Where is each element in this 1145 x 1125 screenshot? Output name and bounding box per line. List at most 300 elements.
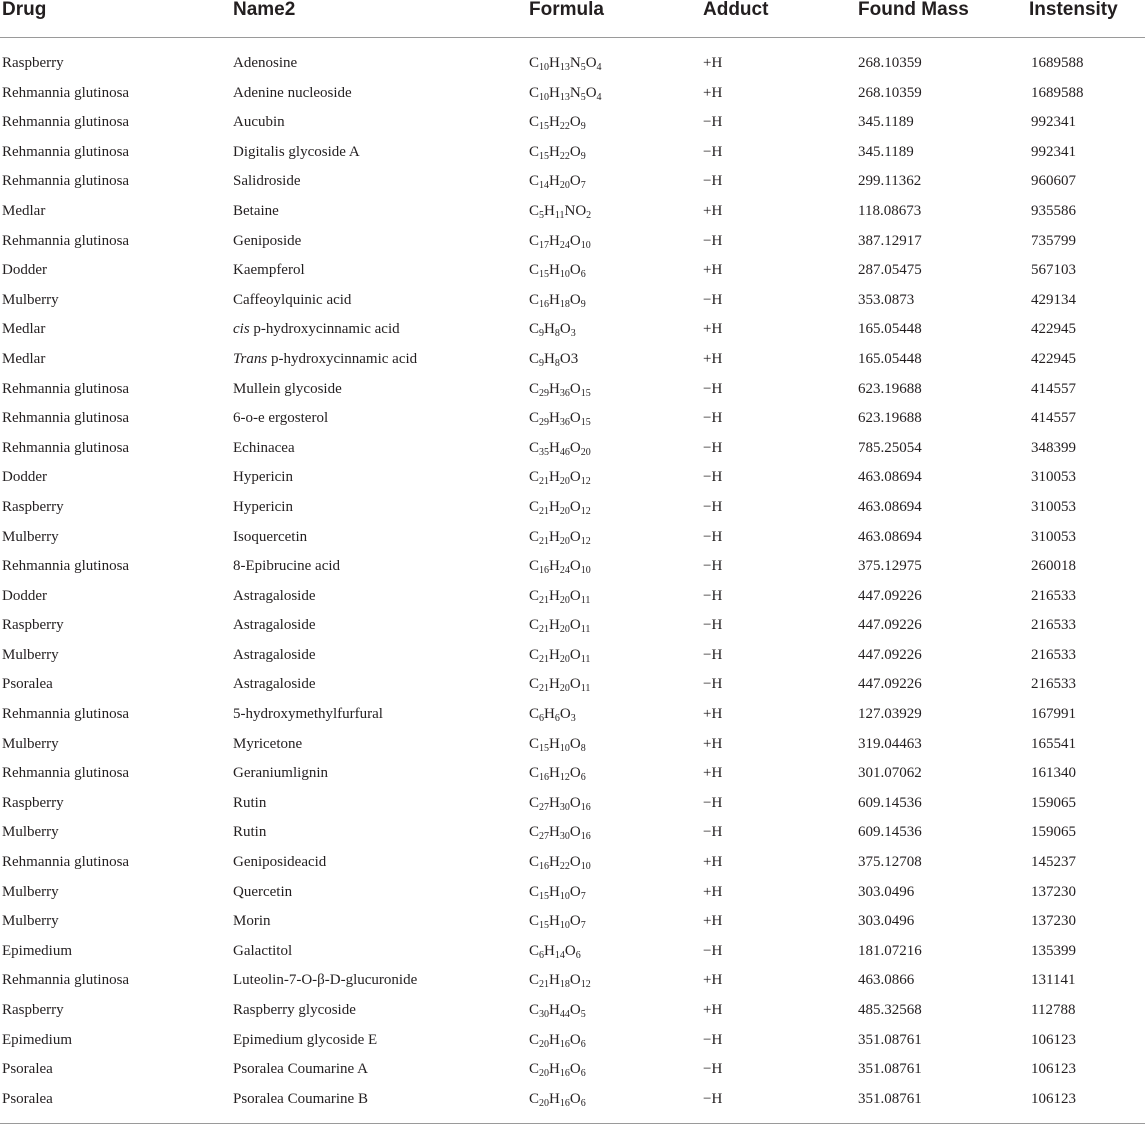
formula-element: C [529, 55, 540, 71]
formula-element: O [569, 114, 581, 131]
cell-found-mass: 447.09226 [858, 646, 922, 663]
formula-element: O [569, 735, 581, 752]
formula-subscript: 20 [559, 476, 570, 488]
formula-element: H [549, 143, 560, 160]
formula-subscript: 20 [559, 180, 570, 192]
cell-name2 [233, 735, 302, 753]
table-row [0, 109, 1145, 139]
cell-intensity: 960607 [1031, 173, 1076, 190]
cell-drug: Rehmannia glutinosa [2, 114, 130, 131]
table-row [0, 287, 1145, 317]
formula-element: O [564, 942, 576, 959]
cell-formula [529, 409, 591, 427]
cell-adduct: +H [703, 913, 723, 930]
formula-subscript: 10 [559, 742, 570, 754]
table-row [0, 168, 1145, 198]
formula-subscript: 20 [559, 683, 570, 695]
formula-element: O [585, 84, 597, 101]
cell-intensity: 167991 [1031, 706, 1076, 723]
cell-found-mass: 345.1189 [858, 143, 914, 160]
cell-formula [529, 232, 591, 250]
table-row [0, 997, 1145, 1027]
formula-subscript: 30 [539, 1009, 550, 1020]
cell-adduct: −H [703, 587, 723, 604]
table-row [0, 346, 1145, 376]
formula-element: O [569, 410, 581, 427]
formula-subscript: 6 [539, 713, 545, 725]
cell-name2 [233, 942, 292, 960]
formula-subscript: 6 [554, 713, 560, 725]
formula-element: C [529, 706, 540, 723]
cell-drug: Rehmannia glutinosa [2, 706, 130, 723]
cell-name2-text: Caffeoylquinic acid [233, 291, 352, 308]
formula-element: C [529, 558, 540, 575]
cell-formula [529, 942, 581, 960]
cell-name2-text: p-hydroxycinnamic acid [249, 321, 400, 338]
formula-element: O [569, 824, 581, 841]
table-row [0, 938, 1145, 968]
formula-element: O [569, 1090, 581, 1107]
cell-name2-text: Galactitol [233, 942, 293, 959]
cell-formula [529, 113, 586, 131]
cell-found-mass: 463.0866 [858, 972, 915, 989]
formula-element: O [569, 646, 581, 663]
table-row [0, 464, 1145, 494]
cell-name2-text: Geniposide [233, 232, 302, 249]
formula-subscript: 20 [559, 505, 570, 517]
cell-adduct: +H [703, 321, 723, 338]
formula-element: O [569, 232, 581, 249]
header-drug: Drug [2, 0, 47, 20]
formula-element: O [585, 55, 597, 71]
cell-drug: Mulberry [2, 824, 59, 841]
formula-element: NO [564, 202, 587, 219]
cell-adduct: −H [703, 676, 723, 693]
cell-found-mass: 165.05448 [858, 321, 922, 338]
table-row [0, 139, 1145, 169]
table-row [0, 80, 1145, 110]
cell-name2 [233, 646, 315, 664]
cell-drug: Mulberry [2, 528, 59, 545]
formula-subscript: 16 [559, 1038, 570, 1050]
formula-element: H [549, 676, 560, 693]
formula-subscript: 12 [580, 505, 591, 517]
cell-name2-text: Hypericin [233, 469, 293, 486]
cell-drug: Mulberry [2, 735, 59, 752]
table-row [0, 583, 1145, 613]
formula-subscript: 9 [539, 328, 545, 340]
formula-subscript: 22 [559, 121, 570, 133]
formula-subscript: 5 [580, 91, 586, 103]
cell-name2-text: Quercetin [233, 883, 293, 900]
cell-adduct: −H [703, 469, 723, 486]
formula-subscript: 16 [559, 1097, 570, 1109]
cell-drug: Raspberry [2, 617, 64, 634]
table-row [0, 760, 1145, 790]
formula-subscript: 15 [539, 269, 550, 281]
formula-subscript: 12 [559, 772, 570, 784]
cell-name2-text: Echinacea [233, 439, 295, 456]
formula-subscript: 10 [539, 91, 550, 103]
formula-element: O [569, 528, 581, 545]
cell-name2 [233, 1031, 377, 1049]
formula-subscript: 18 [559, 298, 570, 310]
cell-drug: Mulberry [2, 883, 59, 900]
formula-subscript: 36 [559, 387, 570, 399]
cell-adduct: −H [703, 291, 723, 308]
formula-element: H [544, 202, 555, 219]
table-row [0, 376, 1145, 406]
table-row [0, 1056, 1145, 1086]
formula-subscript: 21 [539, 476, 550, 488]
formula-subscript: 6 [580, 1068, 586, 1080]
cell-drug: Rehmannia glutinosa [2, 765, 130, 782]
formula-element: H [549, 1090, 560, 1107]
cell-found-mass: 299.11362 [858, 173, 922, 190]
cell-name2 [233, 320, 400, 338]
cell-name2-prefix: Trans [233, 350, 268, 367]
cell-intensity: 935586 [1031, 202, 1076, 219]
cell-intensity: 429134 [1031, 291, 1076, 308]
formula-element: H [549, 173, 560, 190]
formula-element: H [544, 350, 555, 367]
cell-name2-text: Aucubin [233, 114, 285, 131]
formula-element: C [529, 84, 540, 101]
cell-adduct: −H [703, 143, 723, 160]
cell-name2 [233, 143, 360, 161]
cell-drug: Rehmannia glutinosa [2, 439, 130, 456]
formula-subscript: 29 [539, 417, 550, 429]
formula-subscript: 6 [575, 949, 581, 961]
formula-element: H [549, 291, 560, 308]
cell-name2-text: Geniposideacid [233, 854, 327, 871]
cell-name2 [233, 794, 266, 812]
cell-name2-text: Luteolin-7-O-β-D-glucuronide [233, 972, 418, 989]
cell-intensity: 112788 [1031, 1002, 1076, 1018]
formula-element: O [569, 765, 581, 782]
cell-name2 [233, 202, 279, 220]
cell-name2 [233, 113, 285, 131]
formula-element: O3 [559, 350, 579, 367]
table-row [0, 849, 1145, 879]
formula-subscript: 5 [580, 62, 586, 73]
formula-subscript: 21 [539, 683, 550, 695]
formula-element: C [529, 972, 540, 989]
table-row [0, 671, 1145, 701]
cell-name2-text: Digitalis glycoside A [233, 143, 360, 160]
formula-element: C [529, 824, 540, 841]
cell-intensity: 135399 [1031, 942, 1076, 959]
formula-subscript: 20 [539, 1097, 550, 1109]
cell-found-mass: 375.12975 [858, 558, 922, 575]
cell-found-mass: 623.19688 [858, 410, 922, 427]
table-row [0, 435, 1145, 465]
formula-subscript: 11 [580, 653, 591, 665]
cell-adduct: −H [703, 380, 723, 397]
cell-name2 [233, 912, 271, 930]
cell-formula [529, 320, 576, 338]
cell-name2-prefix: cis [233, 321, 250, 338]
cell-found-mass: 118.08673 [858, 202, 922, 219]
formula-element: C [529, 854, 540, 871]
formula-element: C [529, 1090, 540, 1107]
formula-subscript: 20 [559, 535, 570, 547]
cell-found-mass: 303.0496 [858, 913, 915, 930]
formula-element: C [529, 913, 540, 930]
formula-subscript: 13 [559, 91, 570, 103]
formula-element: H [549, 824, 560, 841]
formula-element: H [549, 55, 560, 71]
cell-adduct: −H [703, 1090, 723, 1107]
cell-drug: Rehmannia glutinosa [2, 380, 130, 397]
cell-adduct: −H [703, 114, 723, 131]
cell-intensity: 137230 [1031, 883, 1076, 900]
cell-name2 [233, 291, 351, 309]
cell-name2 [233, 616, 315, 634]
cell-formula [529, 84, 602, 102]
formula-element: H [544, 706, 555, 723]
cell-intensity: 414557 [1031, 380, 1076, 397]
cell-name2 [233, 409, 328, 427]
formula-subscript: 15 [539, 742, 550, 754]
formula-element: C [529, 114, 540, 131]
cell-name2-text: Astragaloside [233, 617, 316, 634]
cell-formula [529, 528, 591, 546]
cell-formula [529, 587, 590, 605]
formula-subscript: 12 [580, 476, 591, 488]
formula-element: H [549, 854, 560, 871]
table-row [0, 405, 1145, 435]
cell-formula [529, 823, 591, 841]
cell-drug: Mulberry [2, 913, 59, 930]
cell-adduct: +H [703, 706, 723, 723]
formula-element: C [529, 380, 540, 397]
formula-element: H [549, 380, 560, 397]
cell-intensity: 137230 [1031, 913, 1076, 930]
cell-name2 [233, 764, 328, 782]
formula-element: H [549, 1031, 560, 1048]
cell-name2 [233, 557, 340, 575]
cell-found-mass: 351.08761 [858, 1031, 922, 1048]
cell-name2 [233, 350, 417, 368]
cell-found-mass: 287.05475 [858, 262, 922, 279]
formula-subscript: 16 [539, 565, 550, 577]
cell-name2 [233, 883, 292, 901]
formula-element: C [529, 1002, 540, 1018]
formula-subscript: 3 [570, 713, 576, 725]
cell-adduct: −H [703, 528, 723, 545]
cell-adduct: +H [703, 765, 723, 782]
formula-subscript: 9 [580, 298, 586, 310]
cell-formula [529, 498, 591, 516]
header-found-mass: Found Mass [858, 0, 969, 20]
formula-subscript: 10 [580, 861, 591, 873]
cell-drug: Medlar [2, 321, 46, 338]
formula-subscript: 8 [580, 742, 586, 754]
formula-element: O [569, 617, 581, 634]
cell-name2-text: Rutin [233, 824, 267, 841]
formula-subscript: 20 [580, 446, 591, 458]
cell-name2-text: p-hydroxycinnamic acid [267, 350, 418, 367]
cell-name2 [233, 232, 301, 250]
cell-found-mass: 165.05448 [858, 350, 922, 367]
formula-element: H [549, 1002, 560, 1018]
cell-drug: Dodder [2, 469, 47, 486]
cell-name2-text: 6-o-e ergosterol [233, 410, 329, 427]
cell-formula [529, 54, 602, 72]
cell-drug: Rehmannia glutinosa [2, 232, 130, 249]
formula-subscript: 35 [539, 446, 550, 458]
formula-subscript: 2 [586, 209, 592, 221]
cell-intensity: 310053 [1031, 528, 1076, 545]
formula-subscript: 22 [559, 861, 570, 873]
formula-subscript: 21 [539, 594, 550, 606]
formula-element: O [569, 143, 581, 160]
formula-element: C [529, 202, 540, 219]
table-row [0, 50, 1145, 80]
cell-intensity: 414557 [1031, 410, 1076, 427]
table-row [0, 228, 1145, 258]
cell-name2-text: Astragaloside [233, 587, 316, 604]
formula-subscript: 46 [559, 446, 570, 458]
cell-formula [529, 646, 590, 664]
header-intensity: Instensity [1029, 0, 1118, 20]
formula-element: C [529, 469, 540, 486]
formula-element: O [569, 587, 581, 604]
formula-subscript: 5 [539, 209, 545, 221]
cell-name2 [233, 528, 307, 546]
formula-element: H [544, 942, 555, 959]
cell-drug: Psoralea [2, 1090, 53, 1107]
cell-intensity: 216533 [1031, 646, 1076, 663]
cell-adduct: +H [703, 883, 723, 900]
formula-element: H [549, 469, 560, 486]
cell-formula [529, 1060, 586, 1078]
cell-found-mass: 785.25054 [858, 439, 922, 456]
formula-element: O [569, 558, 581, 575]
formula-element: H [549, 498, 560, 515]
formula-subscript: 20 [539, 1068, 550, 1080]
cell-found-mass: 301.07062 [858, 765, 922, 782]
formula-element: C [529, 646, 540, 663]
formula-element: C [529, 794, 540, 811]
formula-element: C [529, 291, 540, 308]
cell-name2 [233, 54, 297, 72]
cell-adduct: +H [703, 350, 723, 367]
formula-element: O [569, 883, 581, 900]
cell-formula [529, 350, 578, 368]
cell-name2 [233, 84, 352, 102]
table-row [0, 612, 1145, 642]
formula-subscript: 24 [559, 239, 570, 251]
cell-adduct: −H [703, 410, 723, 427]
formula-element: C [529, 232, 540, 249]
formula-subscript: 20 [559, 624, 570, 636]
cell-name2-text: Adenosine [233, 55, 298, 71]
table-row [0, 701, 1145, 731]
cell-formula [529, 912, 586, 930]
formula-element: O [569, 262, 581, 279]
cell-name2-text: Astragaloside [233, 676, 316, 693]
cell-intensity: 567103 [1031, 262, 1076, 279]
formula-subscript: 10 [539, 62, 550, 73]
cell-formula [529, 735, 586, 753]
table-header [0, 0, 1145, 38]
formula-subscript: 21 [539, 979, 550, 991]
formula-subscript: 15 [539, 920, 550, 932]
formula-element: C [529, 676, 540, 693]
cell-name2-text: 8-Epibrucine acid [233, 558, 341, 575]
cell-name2 [233, 1060, 368, 1078]
cell-found-mass: 345.1189 [858, 114, 914, 131]
cell-adduct: +H [703, 1002, 723, 1018]
formula-element: C [529, 528, 540, 545]
formula-element: H [549, 528, 560, 545]
formula-element: C [529, 942, 540, 959]
formula-element: C [529, 350, 540, 367]
cell-name2 [233, 1090, 368, 1108]
formula-subscript: 6 [580, 772, 586, 784]
cell-formula [529, 1001, 586, 1019]
cell-adduct: +H [703, 262, 723, 279]
formula-subscript: 21 [539, 624, 550, 636]
cell-drug: Rehmannia glutinosa [2, 410, 130, 427]
cell-drug: Psoralea [2, 676, 53, 693]
table-row [0, 790, 1145, 820]
cell-name2-text: Isoquercetin [233, 528, 308, 545]
formula-subscript: 7 [580, 890, 586, 902]
cell-formula [529, 1090, 586, 1108]
cell-found-mass: 447.09226 [858, 617, 922, 634]
formula-subscript: 36 [559, 417, 570, 429]
cell-drug: Raspberry [2, 498, 64, 515]
formula-subscript: 44 [559, 1009, 570, 1020]
cell-name2-text: Myricetone [233, 735, 303, 752]
formula-subscript: 7 [580, 180, 586, 192]
formula-subscript: 11 [580, 624, 591, 636]
formula-subscript: 27 [539, 801, 550, 813]
cell-formula [529, 557, 591, 575]
formula-element: H [549, 617, 560, 634]
cell-drug: Epimedium [2, 942, 72, 959]
formula-element: O [569, 913, 581, 930]
formula-subscript: 9 [539, 357, 545, 369]
formula-subscript: 16 [580, 801, 591, 813]
cell-intensity: 422945 [1031, 321, 1076, 338]
formula-subscript: 6 [580, 269, 586, 281]
formula-element: H [549, 262, 560, 279]
formula-subscript: 11 [580, 594, 591, 606]
formula-element: C [529, 1061, 540, 1078]
cell-adduct: +H [703, 735, 723, 752]
formula-element: C [529, 321, 540, 338]
cell-drug: Rehmannia glutinosa [2, 143, 130, 160]
formula-element: O [569, 1002, 581, 1018]
cell-intensity: 310053 [1031, 498, 1076, 515]
cell-name2-text: Adenine nucleoside [233, 84, 352, 101]
cell-found-mass: 463.08694 [858, 469, 922, 486]
cell-name2-text: Salidroside [233, 173, 301, 190]
formula-subscript: 6 [539, 949, 545, 961]
cell-adduct: −H [703, 942, 723, 959]
formula-subscript: 21 [539, 653, 550, 665]
cell-intensity: 1689588 [1031, 55, 1084, 71]
table-row [0, 198, 1145, 228]
formula-element: O [569, 469, 581, 486]
cell-drug: Rehmannia glutinosa [2, 854, 130, 871]
formula-subscript: 10 [559, 890, 570, 902]
cell-adduct: −H [703, 1031, 723, 1048]
